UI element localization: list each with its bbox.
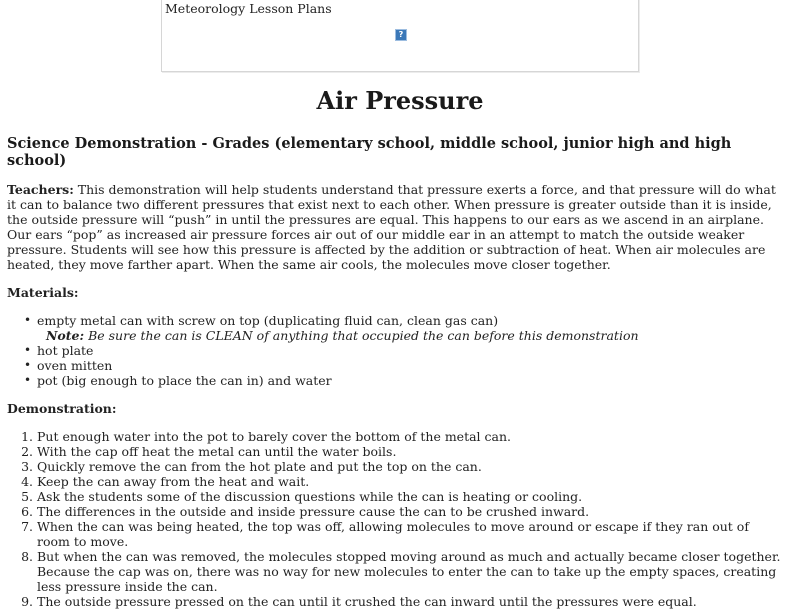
step-item: 8. But when the can was removed, the molecules stopped moving around as much and actually became closer together. Because the cap was on, there was no way for new molecules to enter the can to take up the empty spaces, creating less pressure inside the can. (37, 549, 782, 594)
teachers-label: Teachers: (7, 182, 74, 197)
step-item: 5. Ask the students some of the discussion questions while the can is heating or cooling. (37, 489, 782, 504)
broken-image-icon[interactable]: ? (395, 29, 407, 41)
page-title: Air Pressure (316, 86, 484, 115)
lesson-plans-banner (161, 0, 639, 72)
step-item: 4. Keep the can away from the heat and wait. (37, 474, 782, 489)
lesson-content (7, 135, 782, 609)
materials-item-text: empty metal can with screw on top (duplicating fluid can, clean gas can) (37, 313, 499, 328)
step-item: 2. With the cap off heat the metal can until the water boils. (37, 444, 782, 459)
step-item: 1. Put enough water into the pot to barely cover the bottom of the metal can. (37, 429, 782, 444)
step-item: 6. The differences in the outside and inside pressure cause the can to be crushed inward. (37, 504, 782, 519)
materials-item (37, 373, 782, 388)
demonstration-steps (7, 429, 782, 609)
step-item: 3. Quickly remove the can from the hot plate and put the top on the can. (37, 459, 782, 474)
materials-note (37, 328, 782, 343)
materials-heading: Materials: (7, 285, 79, 300)
materials-item-text: hot plate (37, 343, 94, 358)
materials-item (37, 358, 782, 373)
step-item: 9. The outside pressure pressed on the can until it crushed the can inward until the pressures were equal. (37, 594, 782, 609)
demonstration-heading: Demonstration: (7, 401, 117, 416)
materials-item-text: pot (big enough to place the can in) and water (37, 373, 332, 388)
banner-title: Meteorology Lesson Plans (165, 1, 332, 16)
note-label: Note: (46, 328, 85, 343)
intro-paragraph (7, 182, 782, 272)
intro-text: This demonstration will help students understand that pressure exerts a force, and that pressure will do what it can to balance two different pressures that exist next to each other. When pressure is greater outside than it is inside, the outside pressure will “push” in until the pressures are equal. This happens to our ears as we ascend in an airplane. Our ears “pop” as increased air pressure forces air out of our middle ear in an attempt to match the outside weaker pressure. Students will see how this pressure is affected by the addition or subtraction of heat. When air molecules are heated, they move farther apart. When the same air cools, the molecules move closer together. (7, 182, 776, 272)
step-item: 7. When the can was being heated, the top was off, allowing molecules to move around or escape if they ran out of room to move. (37, 519, 782, 549)
page-subtitle: Science Demonstration - Grades (elementary school, middle school, junior high and high school) (7, 135, 732, 169)
materials-list (7, 313, 782, 388)
materials-item-text: oven mitten (37, 358, 113, 373)
materials-item (37, 343, 782, 358)
note-text: Be sure the can is CLEAN of anything that occupied the can before this demonstration (84, 328, 639, 343)
materials-item (37, 313, 782, 343)
